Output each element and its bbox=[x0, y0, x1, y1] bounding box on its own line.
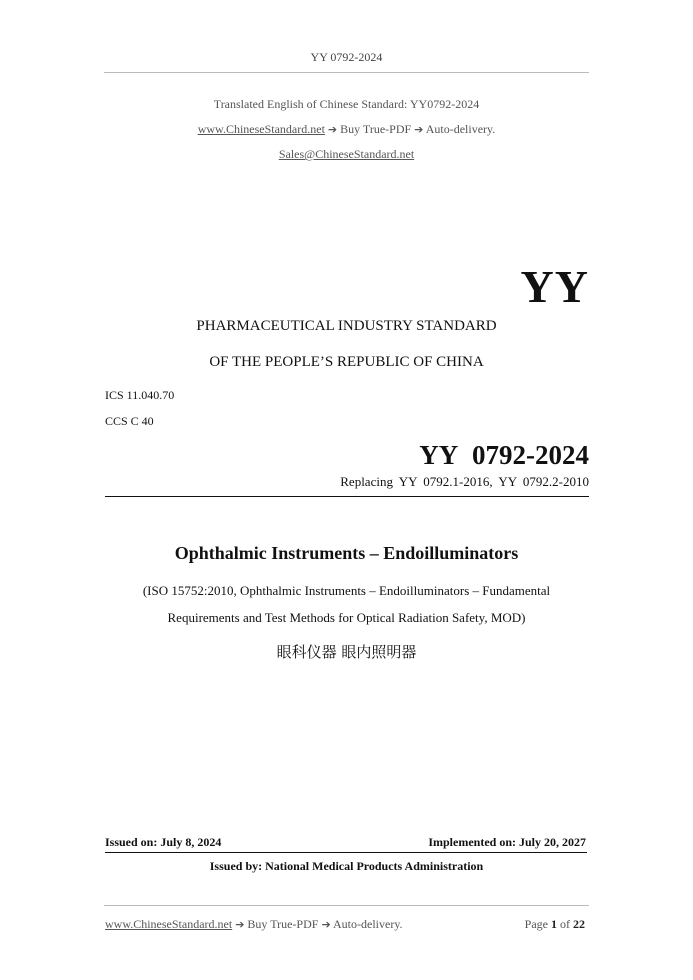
page-total: 22 bbox=[573, 917, 585, 931]
ccs-code: CCS C 40 bbox=[105, 414, 154, 428]
purchase-notice bbox=[0, 122, 693, 137]
arrow-right-icon: ➔ bbox=[321, 918, 331, 931]
issued-date: Issued on: July 8, 2024 bbox=[105, 835, 222, 849]
footer-buy-text: Buy True-PDF bbox=[247, 917, 319, 931]
running-header: YY 0792-2024 bbox=[310, 50, 383, 64]
footer-purchase-notice bbox=[105, 917, 403, 932]
email-line bbox=[0, 147, 693, 162]
page-current: 1 bbox=[551, 917, 557, 931]
document-title: Ophthalmic Instruments – Endoilluminators bbox=[174, 543, 519, 563]
site-link[interactable]: www.ChineseStandard.net bbox=[197, 122, 325, 136]
arrow-right-icon: ➔ bbox=[414, 123, 424, 136]
industry-line-1: PHARMACEUTICAL INDUSTRY STANDARD bbox=[196, 318, 497, 334]
of-label: of bbox=[560, 917, 570, 931]
iso-reference-line-1: (ISO 15752:2010, Ophthalmic Instruments – Endoilluminators – Fundamental bbox=[142, 583, 551, 598]
arrow-right-icon: ➔ bbox=[235, 918, 245, 931]
page-label: Page bbox=[524, 917, 548, 931]
footer-divider bbox=[104, 905, 589, 906]
translation-notice: Translated English of Chinese Standard: YY0792-2024 bbox=[213, 97, 480, 111]
industry-line-2: OF THE PEOPLE’S REPUBLIC OF CHINA bbox=[209, 354, 484, 370]
header-divider bbox=[104, 72, 589, 73]
footer-site-link[interactable]: www.ChineseStandard.net bbox=[105, 917, 233, 931]
iso-reference-line-2: Requirements and Test Methods for Optical Radiation Safety, MOD) bbox=[167, 610, 526, 625]
arrow-right-icon: ➔ bbox=[327, 123, 338, 136]
ics-code: ICS 11.040.70 bbox=[105, 388, 175, 402]
category-code: YY bbox=[520, 261, 589, 312]
replacing-note: Replacing YY 0792.1-2016, YY 0792.2-2010 bbox=[340, 474, 589, 489]
buy-text: Buy True-PDF bbox=[340, 122, 412, 136]
email-link[interactable]: Sales@ChineseStandard.net bbox=[278, 147, 415, 161]
chinese-title: 眼科仪器 眼内照明器 bbox=[276, 643, 417, 661]
dates-divider bbox=[105, 852, 587, 853]
standard-divider bbox=[105, 496, 589, 497]
page-indicator bbox=[525, 917, 585, 932]
issuing-authority: Issued by: National Medical Products Administration bbox=[209, 859, 484, 873]
delivery-text: Auto-delivery. bbox=[425, 122, 496, 136]
footer-delivery-text: Auto-delivery. bbox=[333, 917, 403, 931]
standard-number: YY 0792-2024 bbox=[419, 440, 589, 470]
implemented-date: Implemented on: July 20, 2027 bbox=[428, 835, 586, 849]
